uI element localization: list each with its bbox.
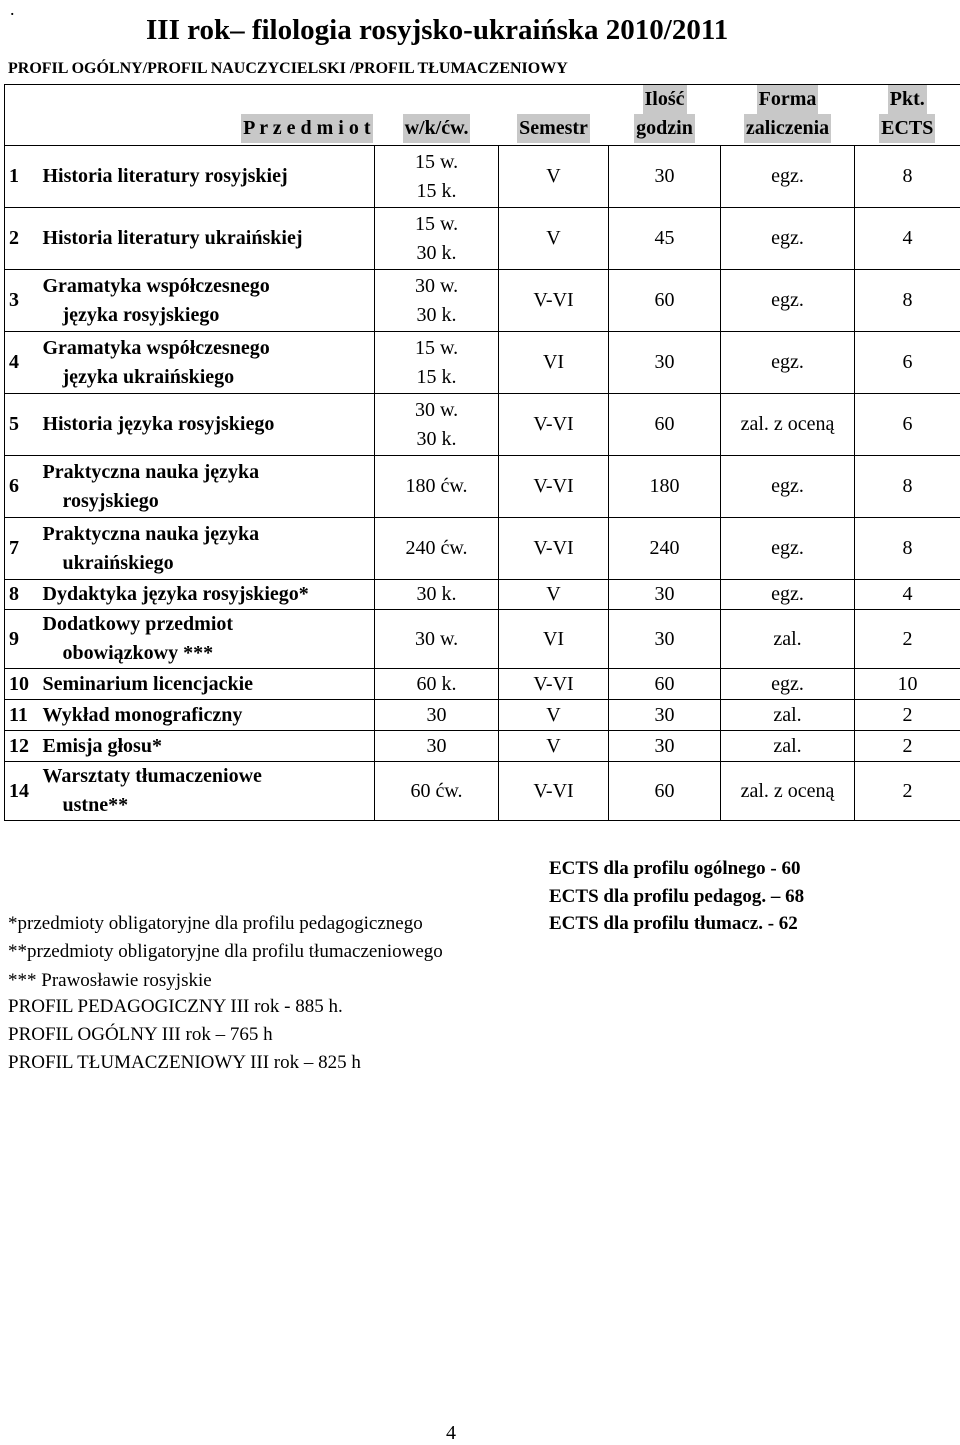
row-hours: 60 — [609, 270, 721, 332]
table-row — [5, 731, 960, 762]
row-semestr: V — [499, 731, 609, 762]
row-ects: 2 — [855, 731, 960, 762]
subject-line-1: Wykład monograficzny — [43, 704, 243, 726]
table-row — [5, 394, 960, 456]
row-hours: 45 — [609, 208, 721, 270]
subject-line-1: Historia języka rosyjskiego — [43, 413, 275, 435]
header-pkt-ects: Pkt. ECTS — [855, 85, 960, 146]
row-subject — [39, 146, 375, 208]
row-wkcw — [375, 762, 499, 821]
row-form: egz. — [721, 208, 855, 270]
header-przedmiot — [5, 85, 375, 146]
row-hours: 60 — [609, 394, 721, 456]
wkcw-line-2: 30 k. — [379, 425, 494, 454]
row-wkcw — [375, 270, 499, 332]
top-mark: . — [10, 0, 15, 18]
row-ects: 2 — [855, 700, 960, 731]
row-semestr: V — [499, 700, 609, 731]
row-form: zal. — [721, 731, 855, 762]
row-wkcw — [375, 731, 499, 762]
table-row — [5, 610, 960, 669]
table-row — [5, 700, 960, 731]
row-subject — [39, 518, 375, 580]
row-ects: 2 — [855, 762, 960, 821]
row-subject — [39, 762, 375, 821]
row-hours: 30 — [609, 332, 721, 394]
page-title: III rok– filologia rosyjsko-ukraińska 2010/2011 — [146, 14, 728, 47]
row-wkcw — [375, 332, 499, 394]
row-number: 11 — [5, 700, 39, 731]
wkcw-line-1: 180 ćw. — [379, 472, 494, 501]
header-ilosc-godzin: Ilość godzin — [609, 85, 721, 146]
row-number: 12 — [5, 731, 39, 762]
row-wkcw — [375, 669, 499, 700]
wkcw-line-1: 30 w. — [379, 272, 494, 301]
note-hours-translation: PROFIL TŁUMACZENIOWY III rok – 825 h — [8, 1052, 361, 1074]
note-orthodoxy: *** Prawosławie rosyjskie — [8, 970, 212, 992]
row-ects: 8 — [855, 518, 960, 580]
wkcw-line-1: 30 w. — [379, 625, 494, 654]
row-form: egz. — [721, 146, 855, 208]
row-semestr: V — [499, 580, 609, 610]
table-row — [5, 669, 960, 700]
table-row — [5, 762, 960, 821]
row-number: 9 — [5, 610, 39, 669]
table-row — [5, 518, 960, 580]
subject-line-1: Historia literatury rosyjskiej — [43, 165, 288, 187]
header-row — [5, 85, 960, 146]
row-form: egz. — [721, 580, 855, 610]
ects-pedagog: ECTS dla profilu pedagog. – 68 — [549, 886, 804, 908]
row-hours: 60 — [609, 669, 721, 700]
row-hours: 30 — [609, 610, 721, 669]
row-hours: 180 — [609, 456, 721, 518]
row-form: zal. z oceną — [721, 762, 855, 821]
row-number: 1 — [5, 146, 39, 208]
row-subject — [39, 731, 375, 762]
table-row — [5, 580, 960, 610]
wkcw-line-2: 30 k. — [379, 301, 494, 330]
subject-line-2: ustne** — [43, 791, 371, 820]
row-subject — [39, 456, 375, 518]
subject-line-2: języka rosyjskiego — [43, 301, 371, 330]
subject-line-2: rosyjskiego — [43, 487, 371, 516]
subject-line-1: Dydaktyka języka rosyjskiego* — [43, 583, 309, 605]
row-form: zal. — [721, 700, 855, 731]
subject-line-1: Dodatkowy przedmiot — [43, 610, 371, 639]
subject-line-2: języka ukraińskiego — [43, 363, 371, 392]
header-semestr: Semestr — [499, 85, 609, 146]
ects-translation: ECTS dla profilu tłumacz. - 62 — [549, 913, 798, 935]
wkcw-line-1: 30 — [379, 732, 494, 761]
row-subject — [39, 580, 375, 610]
row-wkcw — [375, 146, 499, 208]
subject-line-2: obowiązkowy *** — [43, 639, 371, 668]
row-hours: 240 — [609, 518, 721, 580]
page-subtitle: PROFIL OGÓLNY/PROFIL NAUCZYCIELSKI /PROFIL TŁUMACZENIOWY — [8, 60, 568, 78]
row-form: zal. z oceną — [721, 394, 855, 456]
row-semestr: VI — [499, 332, 609, 394]
row-wkcw — [375, 456, 499, 518]
table-row — [5, 456, 960, 518]
subject-line-1: Praktyczna nauka języka — [43, 458, 371, 487]
row-hours: 30 — [609, 700, 721, 731]
row-ects: 8 — [855, 456, 960, 518]
row-semestr: V-VI — [499, 456, 609, 518]
row-wkcw — [375, 700, 499, 731]
wkcw-line-1: 60 ćw. — [379, 777, 494, 806]
subject-line-1: Gramatyka współczesnego — [43, 334, 371, 363]
subject-line-2: ukraińskiego — [43, 549, 371, 578]
wkcw-line-1: 60 k. — [379, 670, 494, 699]
header-forma-zaliczenia: Forma zaliczenia — [721, 85, 855, 146]
row-hours: 60 — [609, 762, 721, 821]
header-przedmiot-label: P r z e d m i o t — [241, 114, 372, 143]
wkcw-line-2: 30 k. — [379, 239, 494, 268]
subject-line-1: Emisja głosu* — [43, 735, 162, 757]
row-semestr: V-VI — [499, 762, 609, 821]
table-row — [5, 208, 960, 270]
row-hours: 30 — [609, 146, 721, 208]
note-hours-pedagogical: PROFIL PEDAGOGICZNY III rok - 885 h. — [8, 996, 343, 1018]
row-semestr: VI — [499, 610, 609, 669]
subject-line-1: Gramatyka współczesnego — [43, 272, 371, 301]
row-form: egz. — [721, 270, 855, 332]
table-row — [5, 332, 960, 394]
note-pedagogical: *przedmioty obligatoryjne dla profilu pedagogicznego — [8, 913, 423, 935]
row-form: zal. — [721, 610, 855, 669]
subject-line-1: Praktyczna nauka języka — [43, 520, 371, 549]
wkcw-line-1: 15 w. — [379, 210, 494, 239]
course-table — [4, 84, 960, 821]
wkcw-line-1: 30 — [379, 701, 494, 730]
row-semestr: V-VI — [499, 394, 609, 456]
row-number: 10 — [5, 669, 39, 700]
row-number: 6 — [5, 456, 39, 518]
row-form: egz. — [721, 669, 855, 700]
ects-general: ECTS dla profilu ogólnego - 60 — [549, 858, 800, 880]
row-ects: 4 — [855, 208, 960, 270]
row-hours: 30 — [609, 580, 721, 610]
row-subject — [39, 610, 375, 669]
page-number: 4 — [446, 1422, 456, 1445]
row-wkcw — [375, 580, 499, 610]
row-wkcw — [375, 518, 499, 580]
row-subject — [39, 669, 375, 700]
row-semestr: V-VI — [499, 270, 609, 332]
row-number: 5 — [5, 394, 39, 456]
wkcw-line-2: 15 k. — [379, 363, 494, 392]
row-form: egz. — [721, 518, 855, 580]
wkcw-line-1: 15 w. — [379, 148, 494, 177]
wkcw-line-1: 30 w. — [379, 396, 494, 425]
row-wkcw — [375, 394, 499, 456]
row-ects: 4 — [855, 580, 960, 610]
row-semestr: V-VI — [499, 669, 609, 700]
row-number: 3 — [5, 270, 39, 332]
row-number: 14 — [5, 762, 39, 821]
wkcw-line-2: 15 k. — [379, 177, 494, 206]
subject-line-1: Warsztaty tłumaczeniowe — [43, 762, 371, 791]
row-form: egz. — [721, 456, 855, 518]
subject-line-1: Seminarium licencjackie — [43, 673, 254, 695]
subject-line-1: Historia literatury ukraińskiej — [43, 227, 303, 249]
wkcw-line-1: 30 k. — [379, 580, 494, 609]
wkcw-line-1: 15 w. — [379, 334, 494, 363]
row-subject — [39, 208, 375, 270]
row-subject — [39, 700, 375, 731]
row-form: egz. — [721, 332, 855, 394]
row-ects: 10 — [855, 669, 960, 700]
wkcw-line-1: 240 ćw. — [379, 534, 494, 563]
row-ects: 8 — [855, 146, 960, 208]
row-subject — [39, 270, 375, 332]
row-semestr: V — [499, 208, 609, 270]
row-number: 2 — [5, 208, 39, 270]
row-ects: 8 — [855, 270, 960, 332]
note-hours-general: PROFIL OGÓLNY III rok – 765 h — [8, 1024, 273, 1046]
row-semestr: V — [499, 146, 609, 208]
row-subject — [39, 394, 375, 456]
row-number: 4 — [5, 332, 39, 394]
table-row — [5, 146, 960, 208]
row-ects: 6 — [855, 332, 960, 394]
row-number: 7 — [5, 518, 39, 580]
row-hours: 30 — [609, 731, 721, 762]
row-semestr: V-VI — [499, 518, 609, 580]
row-ects: 2 — [855, 610, 960, 669]
row-wkcw — [375, 208, 499, 270]
note-translation: **przedmioty obligatoryjne dla profilu tłumaczeniowego — [8, 941, 443, 963]
row-ects: 6 — [855, 394, 960, 456]
table-row — [5, 270, 960, 332]
row-number: 8 — [5, 580, 39, 610]
row-subject — [39, 332, 375, 394]
row-wkcw — [375, 610, 499, 669]
header-wkcw: w/k/ćw. — [375, 85, 499, 146]
